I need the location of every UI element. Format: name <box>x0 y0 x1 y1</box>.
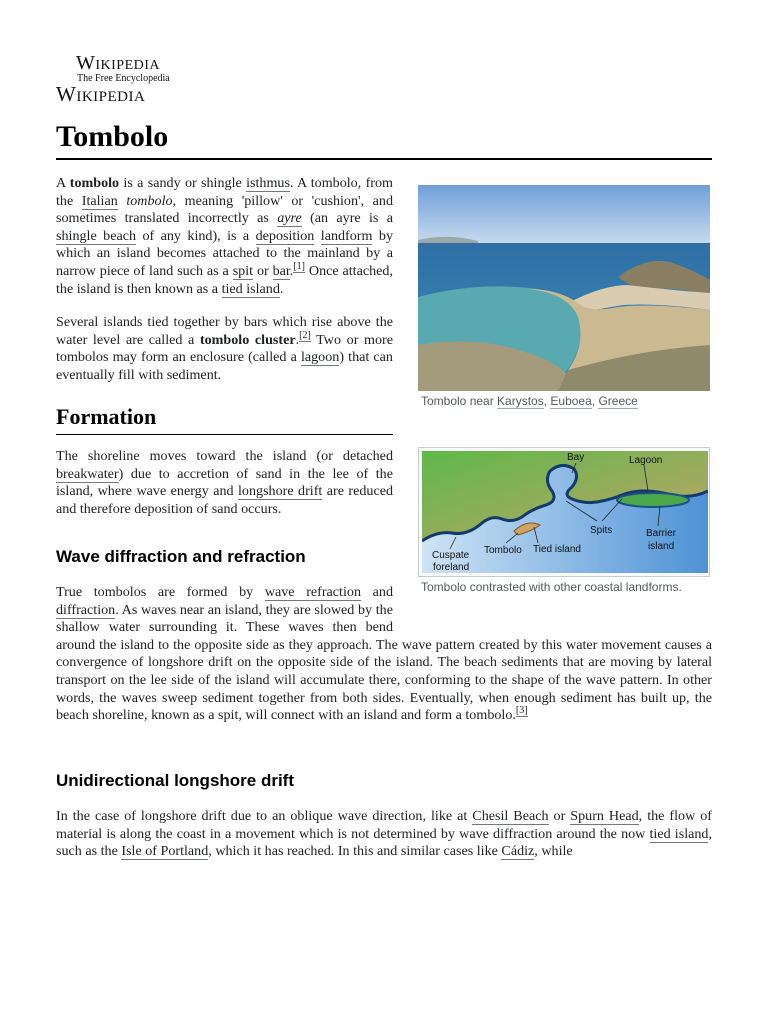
link-deposition[interactable]: deposition <box>255 227 315 244</box>
heading-formation: Formation <box>56 404 157 429</box>
diagram-frame <box>418 447 710 577</box>
logo-wordmark-bottom: Wikipedia <box>56 82 146 106</box>
text: by which an island becomes attached to the mainland by a narrow piece of land such as a <box>56 227 393 279</box>
label-tied-island: Tied island <box>533 544 581 555</box>
article-page <box>56 48 713 860</box>
heading-divider <box>56 434 393 435</box>
italic-term: tombolo <box>126 192 173 209</box>
link-tied-island[interactable]: tied island <box>649 825 709 842</box>
link-longshore-drift[interactable]: longshore drift <box>238 483 323 500</box>
text: . A tombolo, from the <box>56 175 393 209</box>
text: , while <box>534 843 573 860</box>
text: ) due to accretion of sand in the lee of the island, where wave energy and <box>56 465 393 500</box>
link-greece[interactable]: Greece <box>598 394 638 408</box>
link-spit[interactable]: spit <box>232 262 254 279</box>
figure-tombolo-photo <box>418 185 710 408</box>
text <box>314 228 320 244</box>
intro-paragraph-1 <box>56 175 393 298</box>
bold-term: tombolo cluster <box>199 331 296 348</box>
label-barrier: Barrier <box>646 528 677 539</box>
page-title: Tombolo <box>56 120 169 153</box>
bold-term: tombolo <box>69 175 120 191</box>
text: of any kind), is a <box>136 227 256 244</box>
link-cadiz[interactable]: Cádiz <box>501 843 535 860</box>
label-foreland: foreland <box>433 562 470 573</box>
text: is a sandy or shingle <box>119 175 247 191</box>
landforms-diagram[interactable] <box>422 451 708 573</box>
logo-tagline: The Free Encyclopedia <box>77 73 170 84</box>
link-ayre[interactable]: ayre <box>277 210 302 227</box>
text: , <box>543 394 551 408</box>
link-chesil-beach[interactable]: Chesil Beach <box>472 808 549 824</box>
wave-paragraph-wrap <box>56 584 712 725</box>
sky <box>418 185 710 245</box>
text: (an ayre is a <box>301 210 393 227</box>
unidirectional-paragraph <box>56 808 712 861</box>
link-italian[interactable]: Italian <box>81 192 118 209</box>
text: True tombolos are formed by <box>56 584 265 600</box>
text: are reduced and therefore deposition of sand occurs. <box>56 483 393 517</box>
caption-photo <box>418 394 710 408</box>
label-bay: Bay <box>567 452 585 463</box>
text: . <box>279 280 284 297</box>
text: , the flow of material is along the coast in a movement which is not determined by wave diffraction around the now <box>56 808 712 842</box>
figure-landforms-diagram <box>418 447 710 594</box>
caption-diagram: Tombolo contrasted with other coastal landforms. <box>421 580 682 594</box>
heading-unidirectional: Unidirectional longshore drift <box>56 771 295 790</box>
link-karystos[interactable]: Karystos <box>497 394 544 408</box>
text: . As waves near an island, they are slowed by the shallow water surrounding it. These waves then bend around the island to the opposite side as they approach. The wave pattern created by this water movement causes a convergence of longshore drift on the opposite side of the island. The beach sediments that are moving by lateral transport on the lee side of the island will accumulate there, conforming to the shape of the wave pattern. In other words, the waves sweep sediment together from both sides. Eventually, when enough sediment has built up, the beach shoreline, known as a spit, will connect with an island and form a tombolo. <box>56 601 712 724</box>
text: In the case of longshore drift due to an oblique wave direction, like at <box>56 808 473 824</box>
section-formation <box>56 404 393 435</box>
text: , meaning 'pillow' or 'cushion', and sometimes translated incorrectly as <box>56 192 393 227</box>
wikipedia-logo[interactable] <box>56 48 712 108</box>
text: or <box>253 262 273 279</box>
text: Tombolo near <box>421 394 498 408</box>
link-spurn-head[interactable]: Spurn Head <box>570 808 639 824</box>
text: or <box>548 808 571 824</box>
link-diffraction[interactable]: diffraction <box>56 601 116 618</box>
text: . <box>295 331 300 348</box>
label-spits: Spits <box>590 525 613 536</box>
text: , which it has reached. In this and similar cases like <box>208 843 502 860</box>
text: ) that can eventually fill with sediment. <box>56 349 393 383</box>
text: , <box>591 394 599 408</box>
link-isle-of-portland[interactable]: Isle of Portland <box>121 843 209 860</box>
link-wave-refraction[interactable]: wave refraction <box>264 584 361 600</box>
link-shingle-beach[interactable]: shingle beach <box>56 227 137 244</box>
label-tombolo: Tombolo <box>484 545 522 556</box>
text: and <box>361 584 393 600</box>
text: A <box>56 175 70 191</box>
text: Two or more tombolos may form an enclosure (called a <box>56 331 393 366</box>
formation-paragraph <box>56 448 393 518</box>
heading-wave-diffraction: Wave diffraction and refraction <box>56 547 306 566</box>
link-euboea[interactable]: Euboea <box>550 394 592 408</box>
text: . <box>289 262 294 279</box>
reference-3[interactable]: [3] <box>515 705 528 717</box>
text: Several islands tied together by bars which rise above the water level are called a <box>56 314 393 348</box>
link-landform[interactable]: landform <box>320 227 373 244</box>
title-divider <box>56 158 712 160</box>
text: The shoreline moves toward the island (or detached <box>56 448 393 464</box>
link-isthmus[interactable]: isthmus <box>246 175 290 191</box>
tombolo-photo[interactable] <box>418 185 710 391</box>
text: Once attached, the island is then known as a <box>56 262 393 297</box>
link-tied-island[interactable]: tied island <box>221 280 280 297</box>
barrier-island-shape <box>617 493 689 507</box>
reference-1[interactable]: [1] <box>293 261 305 273</box>
logo-wordmark-top: Wikipedia <box>76 52 161 74</box>
label-barrier-island: island <box>648 541 675 552</box>
label-cuspate: Cuspate <box>432 550 470 561</box>
reference-2[interactable]: [2] <box>299 329 311 341</box>
link-bar[interactable]: bar <box>272 262 290 279</box>
label-lagoon: Lagoon <box>629 455 663 466</box>
text: , such as the <box>56 825 713 860</box>
link-lagoon[interactable]: lagoon <box>300 349 340 366</box>
link-breakwater[interactable]: breakwater <box>56 465 119 482</box>
intro-paragraph-2 <box>56 314 393 384</box>
